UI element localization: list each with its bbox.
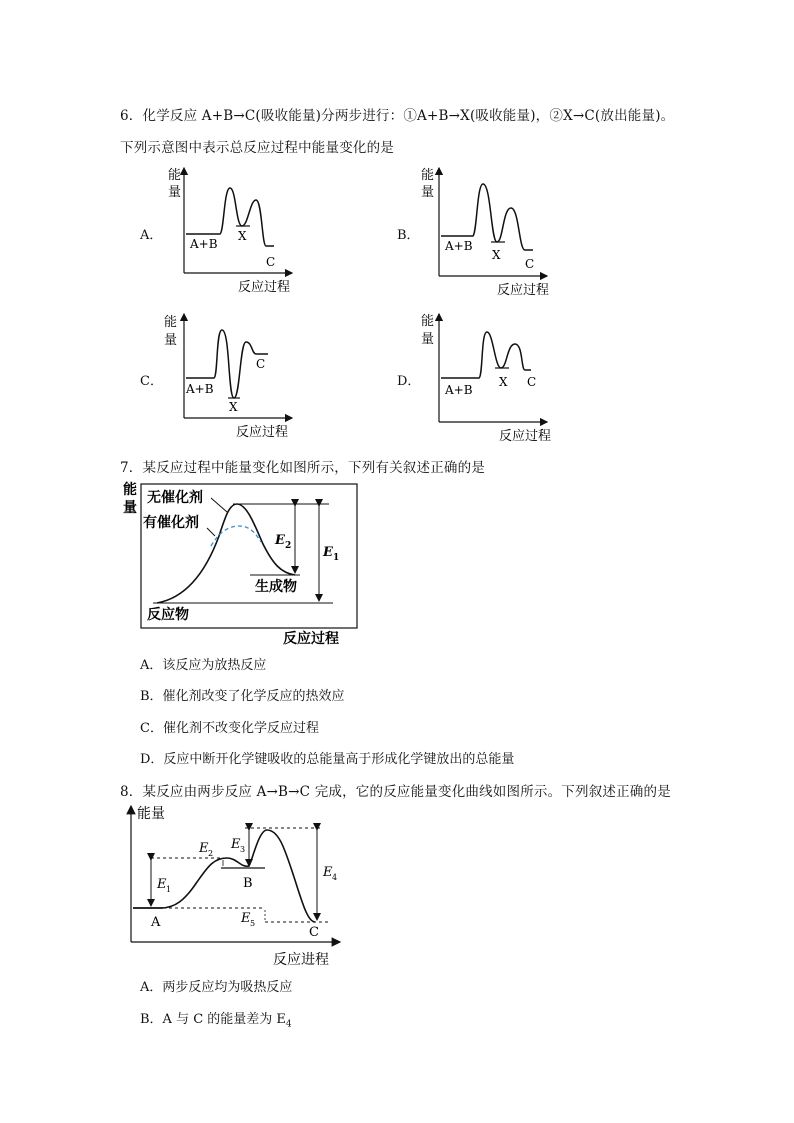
q6-option-a-label[interactable]: A． xyxy=(140,228,163,243)
q8-option-b-text: B．A 与 C 的能量差为 E xyxy=(140,1012,286,1027)
q8-graph xyxy=(115,800,350,970)
q8-stem: 8．某反应由两步反应 A→B→C 完成，它的反应能量变化曲线如图所示。下列叙述正确的是 xyxy=(120,784,671,800)
label-c: C xyxy=(525,257,535,271)
q7-graph xyxy=(115,476,365,651)
label-reactant: 反应物 xyxy=(147,607,189,623)
label-product: 生成物 xyxy=(255,579,297,595)
label-x: X xyxy=(492,248,501,262)
y-label-2: 量 xyxy=(421,332,435,347)
label-x: X xyxy=(499,375,508,389)
q8-option-b[interactable] xyxy=(140,1008,292,1030)
label-ab: A+B xyxy=(190,237,218,251)
q6-option-d-label[interactable]: D． xyxy=(397,374,421,389)
label-b: B xyxy=(243,876,253,891)
label-e1: E xyxy=(157,877,167,892)
q7-option-c[interactable]: C．催化剂不改变化学反应过程 xyxy=(140,721,319,736)
y-label: 能量 xyxy=(137,806,165,822)
y-label-1: 能 xyxy=(421,168,435,183)
q6-option-c-label[interactable]: C． xyxy=(140,374,163,389)
label-e3-sub: 3 xyxy=(240,845,246,854)
label-e1-sub: 1 xyxy=(333,553,340,563)
x-label: 反应过程 xyxy=(499,429,552,444)
label-with-catalyst: 有催化剂 xyxy=(143,515,199,531)
y-label-2: 量 xyxy=(164,333,178,348)
q7-stem: 7．某反应过程中能量变化如图所示，下列有关叙述正确的是 xyxy=(120,460,485,476)
label-ab: A+B xyxy=(186,382,214,396)
x-label: 反应过程 xyxy=(283,631,339,647)
label-c: C xyxy=(256,357,266,371)
label-c: C xyxy=(309,925,319,940)
label-e1: E xyxy=(323,545,333,560)
label-e5-sub: 5 xyxy=(250,919,256,928)
q7-option-d[interactable]: D．反应中断开化学键吸收的总能量高于形成化学键放出的总能量 xyxy=(140,752,515,767)
y-label-1: 能 xyxy=(123,482,137,498)
x-label: 反应过程 xyxy=(238,280,291,295)
y-label-1: 能 xyxy=(421,314,435,329)
label-a: A xyxy=(151,915,161,930)
y-label-1: 能 xyxy=(164,315,178,330)
label-e1-sub: 1 xyxy=(166,885,172,894)
q8-option-b-subscript: 4 xyxy=(285,1019,292,1030)
label-x: X xyxy=(238,229,247,243)
q6-graph-b xyxy=(415,160,565,300)
q8-option-a[interactable]: A．两步反应均为吸热反应 xyxy=(140,980,293,995)
q7-option-b[interactable]: B．催化剂改变了化学反应的热效应 xyxy=(140,689,345,704)
label-e2-sub: 2 xyxy=(208,849,214,858)
label-e5: E xyxy=(241,911,251,926)
x-label: 反应过程 xyxy=(236,425,289,440)
label-no-catalyst: 无催化剂 xyxy=(147,490,203,506)
label-e3: E xyxy=(231,837,241,852)
label-e2: E xyxy=(199,841,209,856)
y-label-2: 量 xyxy=(123,500,137,516)
label-x: X xyxy=(229,400,238,414)
y-label-1: 能 xyxy=(168,168,182,183)
energy-curve xyxy=(441,332,531,378)
q6-graph-d xyxy=(415,306,565,446)
y-label-2: 量 xyxy=(168,185,182,200)
label-c: C xyxy=(527,375,537,389)
x-label: 反应过程 xyxy=(497,283,550,298)
label-e2-sub: 2 xyxy=(285,541,292,551)
label-ab: A+B xyxy=(445,383,473,397)
label-e4: E xyxy=(323,865,333,880)
label-e4-sub: 4 xyxy=(332,873,338,882)
label-ab: A+B xyxy=(445,239,473,253)
y-label-2: 量 xyxy=(421,185,435,200)
q6-graph-c xyxy=(160,306,310,444)
x-label: 反应进程 xyxy=(273,952,329,968)
q7-option-a[interactable]: A．该反应为放热反应 xyxy=(140,658,267,673)
q6-stem-line2: 下列示意图中表示总反应过程中能量变化的是 xyxy=(120,140,394,156)
q6-option-b-label[interactable]: B． xyxy=(397,228,420,243)
label-c: C xyxy=(266,255,276,269)
q6-graph-a xyxy=(160,160,310,295)
label-e2: E xyxy=(275,533,285,548)
q6-stem-line1: 6．化学反应 A+B→C(吸收能量)分两步进行：①A+B→X(吸收能量)，②X→C(放出能量)。 xyxy=(120,108,675,124)
